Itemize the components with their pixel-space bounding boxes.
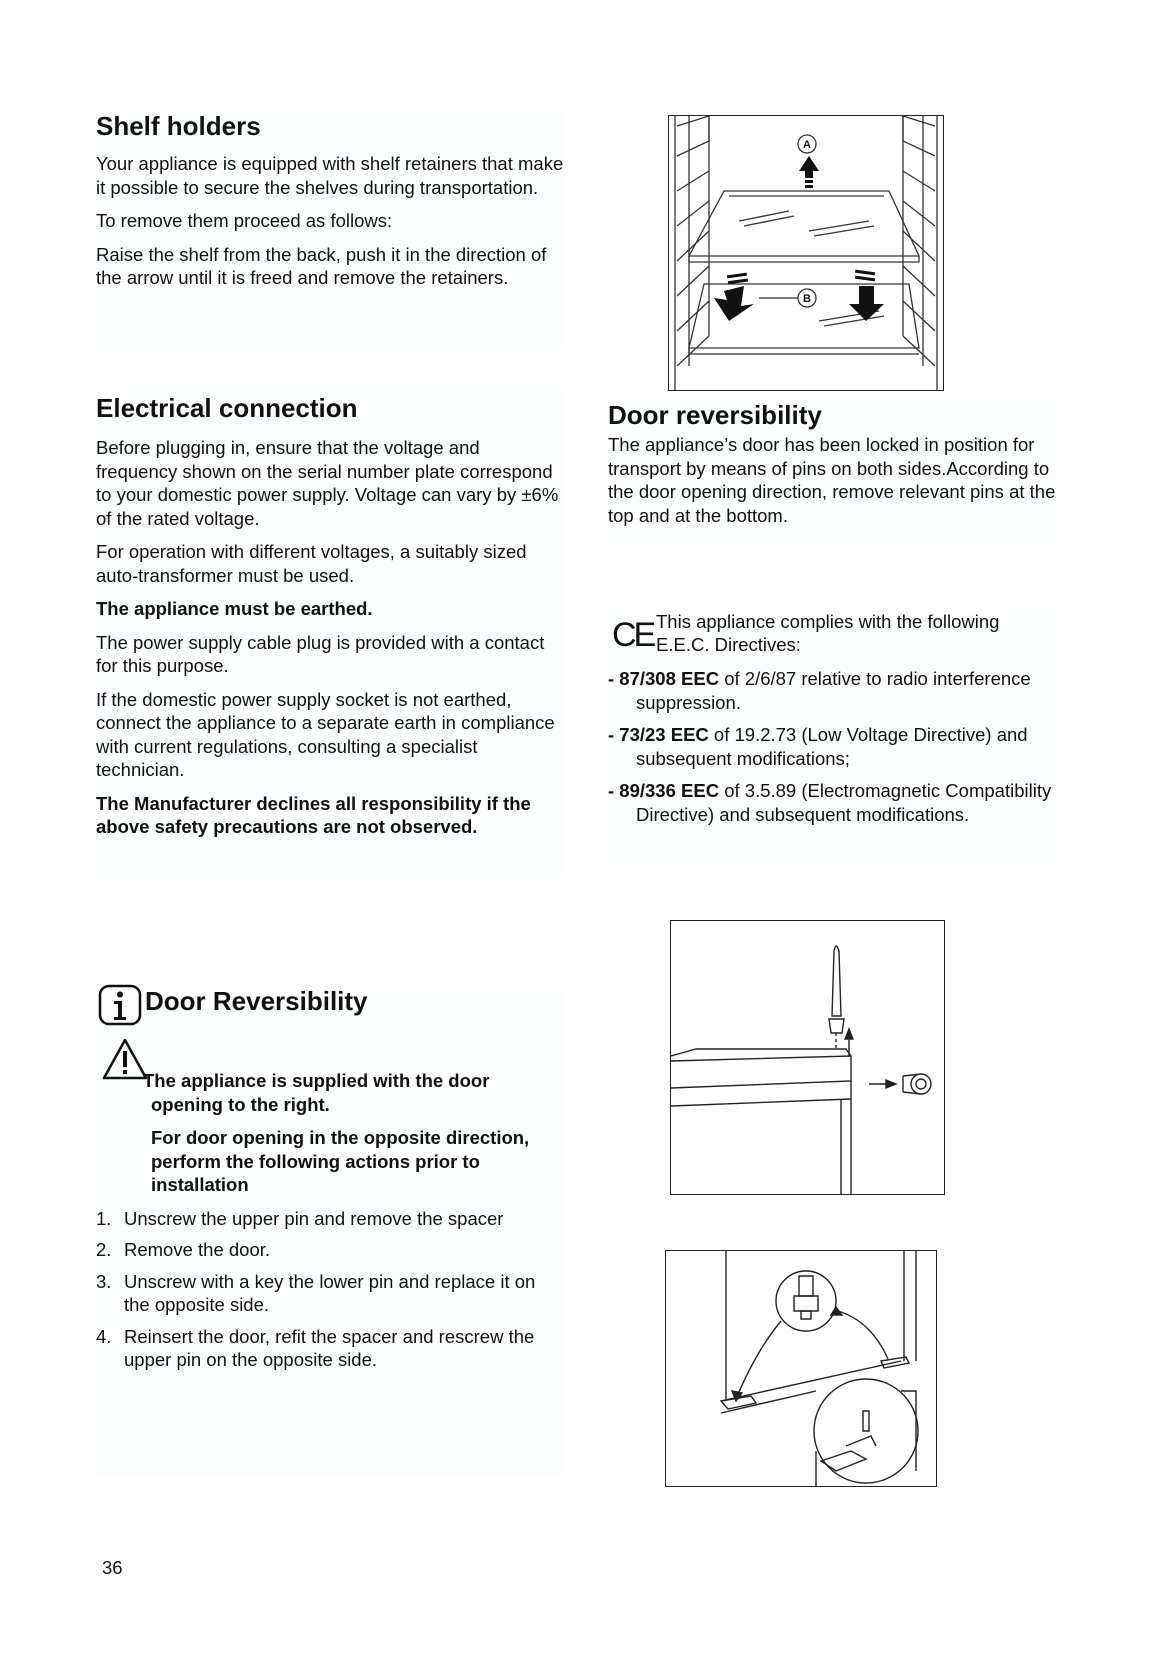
shelf-holders-p3: Raise the shelf from the back, push it in the direction of the arrow until it is freed and remove the retainers. — [96, 243, 547, 288]
electrical-p2: For operation with different voltages, a suitably sized auto-transformer must be used. — [96, 541, 527, 586]
door-reversibility-p1: The appliance’s door has been locked in position for transport by means of pins on both sides.According to the door opening direction, remove relevant pins at the top and at the bottom. — [608, 434, 1056, 526]
compliance-section — [608, 610, 1064, 865]
warning-triangle-icon — [102, 1037, 148, 1081]
warning-text-2: For door opening in the opposite direction, perform the following actions prior to installation — [151, 1127, 530, 1195]
label-b: B — [803, 293, 811, 305]
list-item: 4. Reinsert the door, refit the spacer and rescrew the upper pin on the opposite side. — [96, 1325, 535, 1370]
shelf-retainer-figure — [668, 115, 944, 391]
electrical-p5: If the domestic power supply socket is not earthed, connect the appliance to a separate earth in compliance with current regulations, consulting a specialist technician. — [96, 688, 555, 780]
compliance-intro-line2: E.E.C. Directives: — [656, 634, 801, 655]
list-item — [608, 723, 1064, 770]
directive-code: - 73/23 EEC — [608, 724, 709, 745]
door-reversibility-title: Door reversibility — [608, 400, 822, 430]
door-reversibility-main-title: Door Reversibility — [145, 986, 368, 1016]
compliance-intro-line1: This appliance complies with the following — [656, 611, 1000, 632]
list-item: 1. Unscrew the upper pin and remove the spacer — [96, 1207, 504, 1229]
label-a: A — [803, 139, 811, 151]
warning-text-1: The appliance is supplied with the door opening to the right. — [143, 1070, 490, 1115]
shelf-holders-title: Shelf holders — [96, 111, 261, 141]
info-icon — [98, 983, 142, 1027]
shelf-holders-section — [96, 110, 566, 350]
list-item — [608, 667, 1064, 714]
list-item: 3. Unscrew with a key the lower pin and replace it on the opposite side. — [96, 1270, 536, 1315]
electrical-p1: Before plugging in, ensure that the voltage and frequency shown on the serial number plate correspond to your domestic power supply. Voltage can vary by ±6% of the rated voltage. — [96, 437, 559, 529]
directive-text: of 3.5.89 (Electromagnetic Compatibility Directive) and subsequent modifications. — [636, 780, 1052, 825]
upper-pin-figure — [670, 920, 945, 1195]
steps-list — [96, 1207, 566, 1372]
lower-pin-figure — [665, 1250, 937, 1487]
directive-code: - 89/336 EEC — [608, 780, 720, 801]
earthed-warning: The appliance must be earthed. — [96, 598, 373, 619]
directives-list — [608, 667, 1064, 826]
door-reversibility-header — [96, 985, 566, 1025]
warning-block — [96, 1069, 566, 1197]
directive-text: of 2/6/87 relative to radio interference suppression. — [636, 668, 1031, 713]
shelf-holders-p2: To remove them proceed as follows: — [96, 210, 393, 231]
shelf-holders-p1: Your appliance is equipped with shelf retainers that make it possible to secure the shelves during transportation. — [96, 153, 564, 198]
door-reversibility-main-section — [96, 985, 566, 1475]
list-item: 2. Remove the door. — [96, 1239, 271, 1260]
compliance-intro — [608, 610, 1064, 662]
electrical-connection-section — [96, 392, 566, 872]
list-item — [608, 779, 1064, 826]
ce-mark: CE — [612, 616, 654, 654]
manufacturer-disclaimer: The Manufacturer declines all responsibility if the above safety precautions are not observed. — [96, 792, 531, 837]
door-reversibility-section — [608, 399, 1064, 544]
electrical-connection-title: Electrical connection — [96, 393, 358, 423]
directive-text: of 19.2.73 (Low Voltage Directive) and subsequent modifications; — [636, 724, 1028, 769]
electrical-p4: The power supply cable plug is provided with a contact for this purpose. — [96, 631, 545, 676]
page-number: 36 — [102, 1557, 123, 1578]
directive-code: - 87/308 EEC — [608, 668, 720, 689]
